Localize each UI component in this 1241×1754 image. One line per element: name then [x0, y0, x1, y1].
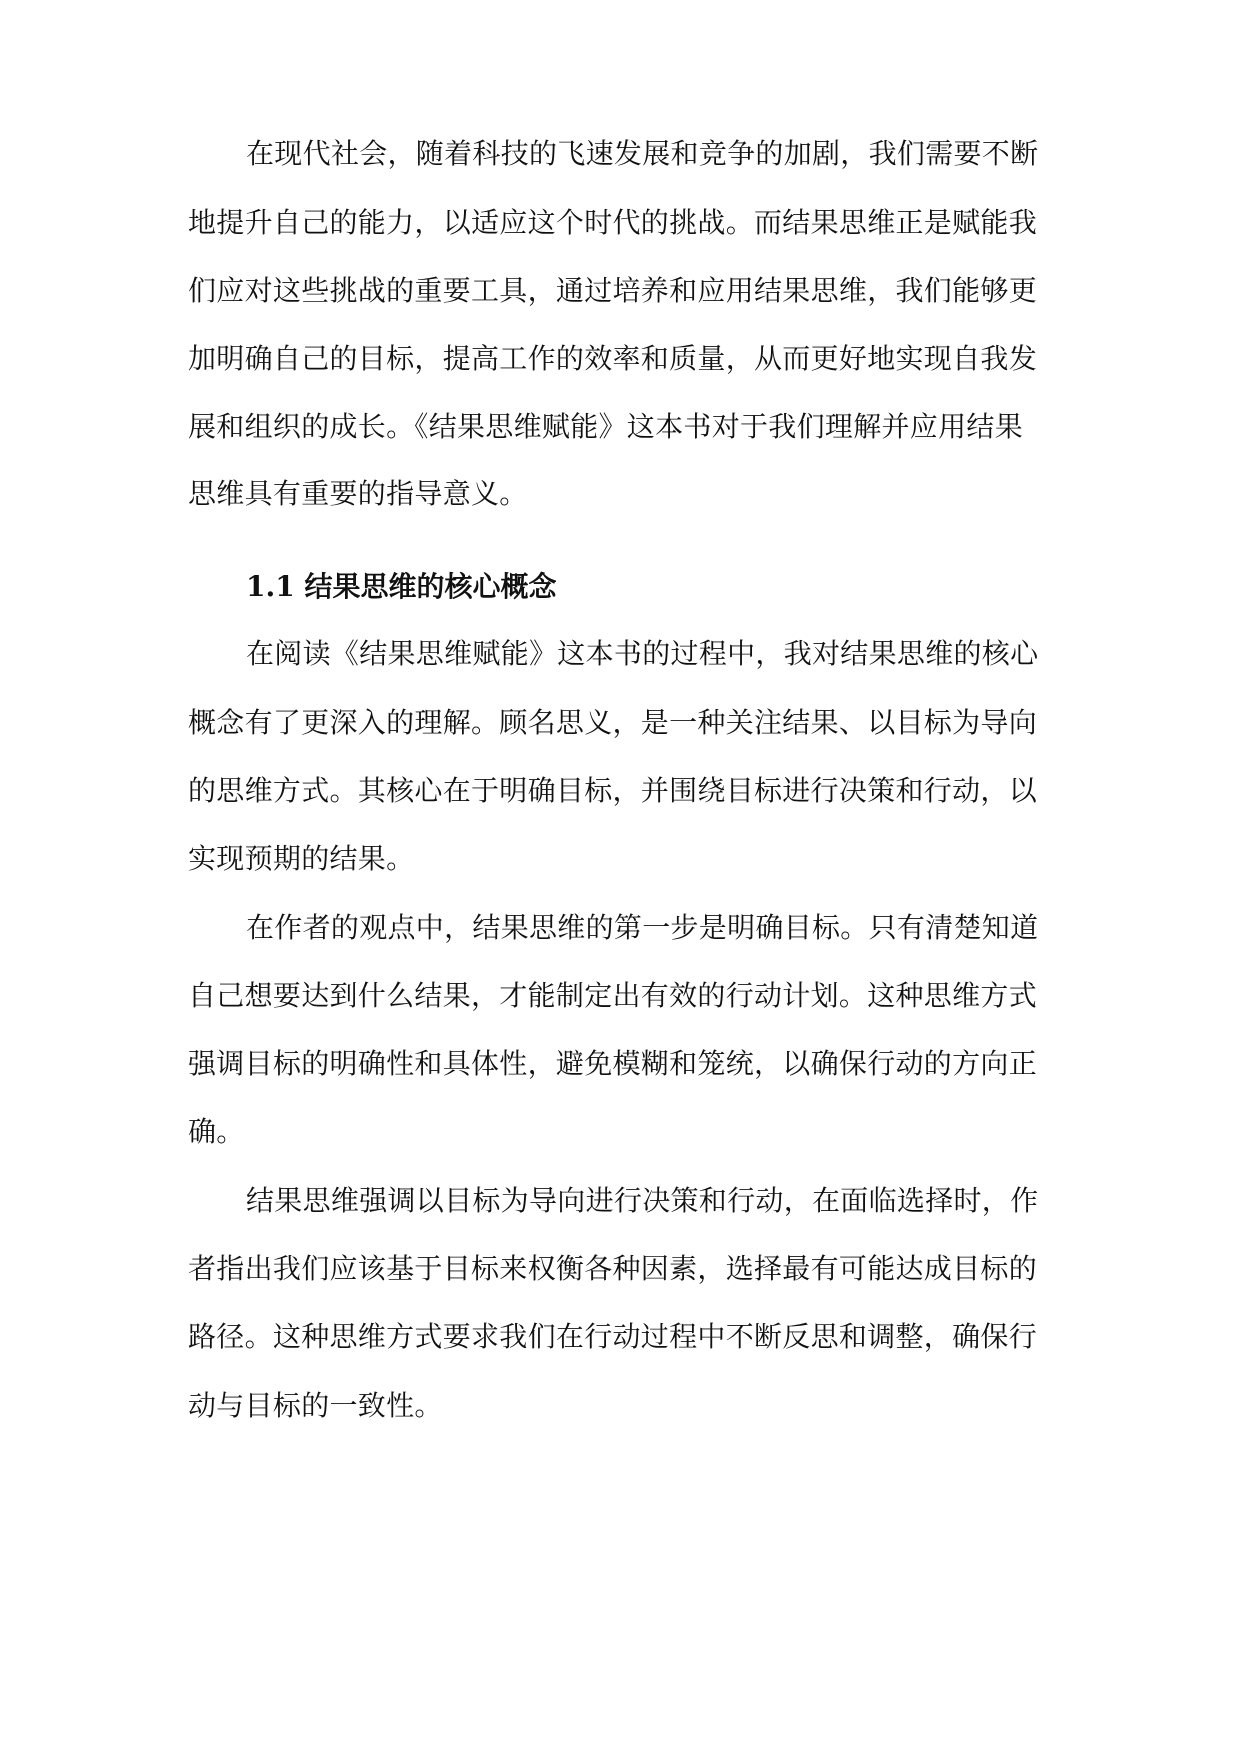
paragraph-line: 实现预期的结果。: [188, 842, 415, 875]
paragraph-line: 概念有了更深入的理解。顾名思义，是一种关注结果、以目标为导向: [188, 706, 1038, 739]
section-heading: 1.1 结果思维的核心概念: [246, 570, 557, 603]
paragraph-line: 的思维方式。其核心在于明确目标，并围绕目标进行决策和行动，以: [188, 774, 1038, 807]
paragraph-line: 在现代社会，随着科技的飞速发展和竞争的加剧，我们需要不断: [246, 137, 1039, 170]
paragraph-line: 在阅读《结果思维赋能》这本书的过程中，我对结果思维的核心: [246, 637, 1039, 670]
paragraph-line: 思维具有重要的指导意义。: [188, 477, 528, 510]
paragraph-line: 者指出我们应该基于目标来权衡各种因素，选择最有可能达成目标的: [188, 1252, 1038, 1285]
paragraph-line: 强调目标的明确性和具体性，避免模糊和笼统，以确保行动的方向正: [188, 1047, 1038, 1080]
paragraph-line: 结果思维强调以目标为导向进行决策和行动，在面临选择时，作: [246, 1184, 1039, 1217]
paragraph-line: 在作者的观点中，结果思维的第一步是明确目标。只有清楚知道: [246, 911, 1039, 944]
paragraph-line: 们应对这些挑战的重要工具，通过培养和应用结果思维，我们能够更: [188, 274, 1038, 307]
paragraph-line: 确。: [188, 1115, 245, 1148]
paragraph-line: 加明确自己的目标，提高工作的效率和质量，从而更好地实现自我发: [188, 342, 1038, 375]
paragraph-line: 动与目标的一致性。: [188, 1389, 443, 1422]
paragraph-line: 展和组织的成长。《结果思维赋能》这本书对于我们理解并应用结果: [188, 410, 1024, 443]
paragraph-line: 地提升自己的能力，以适应这个时代的挑战。而结果思维正是赋能我: [188, 206, 1038, 239]
paragraph-line: 自己想要达到什么结果，才能制定出有效的行动计划。这种思维方式: [188, 979, 1038, 1012]
paragraph-line: 路径。这种思维方式要求我们在行动过程中不断反思和调整，确保行: [188, 1320, 1038, 1353]
